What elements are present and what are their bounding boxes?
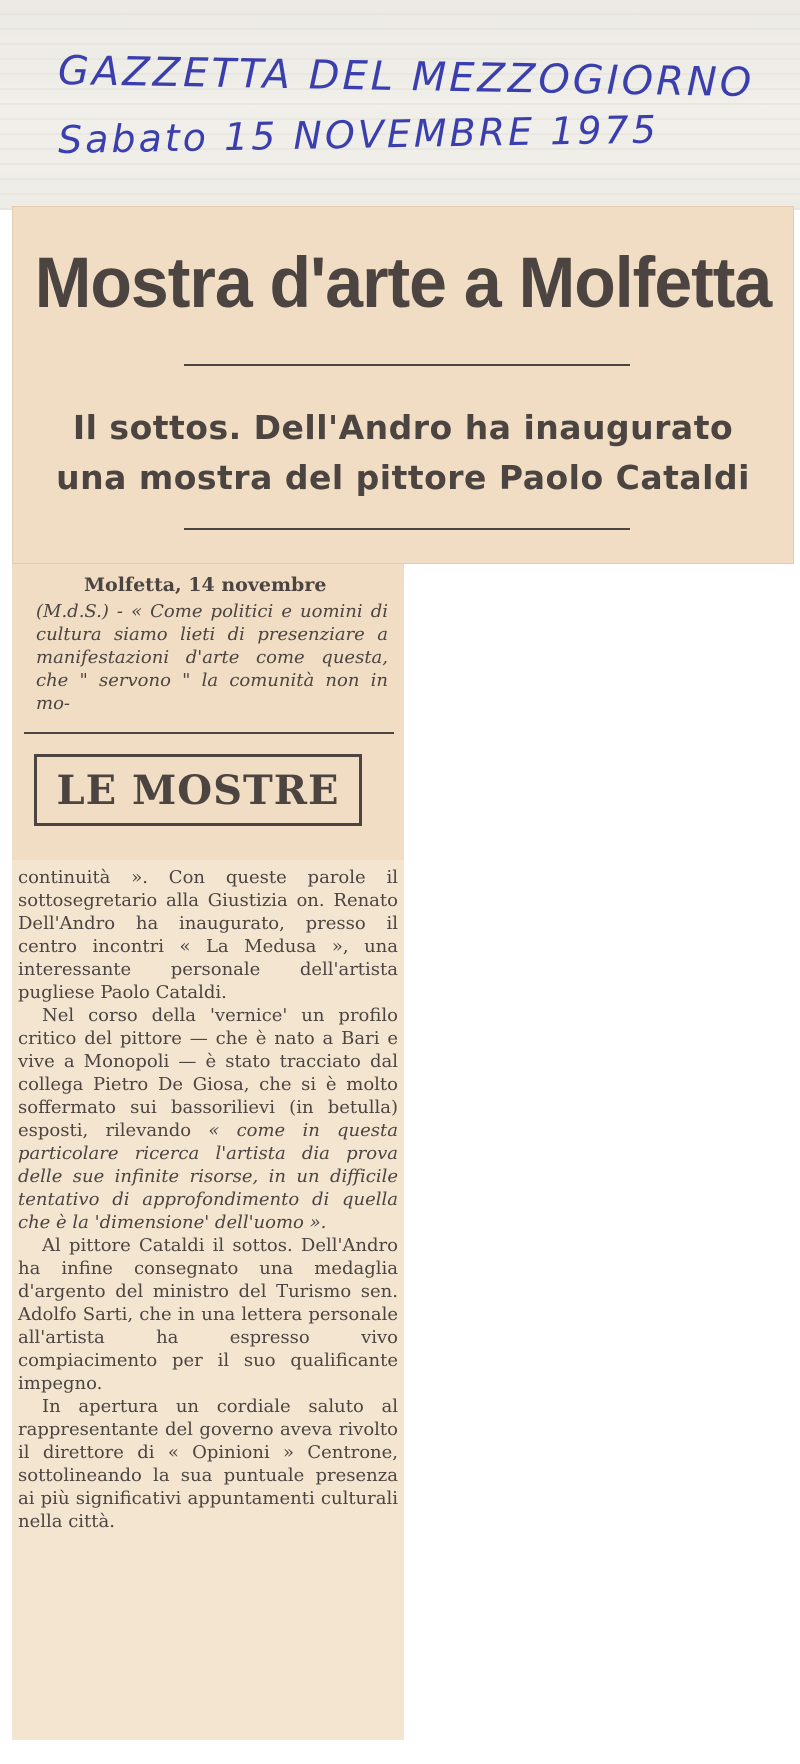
paragraph-2-quote: « come in questa particolare ricerca l'artista dia prova delle sue infinite risorse, in un difficile tentativo di approfondimento di quella che è la 'dimensione' dell'uomo ». xyxy=(18,1120,399,1233)
article-dateline: Molfetta, 14 novembre xyxy=(84,574,327,596)
background-faint-text-lines xyxy=(0,0,800,210)
article-intro: (M.d.S.) - « Come politici e uomini di cultura siamo lieti di presenziare a manifestazioni d'arte come questa, che " servono " la comunità non in mo- xyxy=(36,601,388,714)
handwritten-newspaper-name: GAZZETTA DEL MEZZOGIORNO xyxy=(57,48,755,107)
handwritten-date: Sabato 15 NOVEMBRE 1975 xyxy=(57,107,660,162)
clipping-body-column xyxy=(12,860,404,1740)
clipping-intro xyxy=(12,564,404,864)
article-paragraph-1: continuità ». Con queste parole il sottosegretario alla Giustizia on. Renato Dell'Andro ha inaugurato, presso il centro incontri « La Medusa », una interessante personale dell'artista pugliese Paolo Cataldi. xyxy=(18,867,398,1003)
divider-rule-bottom xyxy=(184,528,630,530)
article-subheadline-line1: Il sottos. Dell'Andro ha inaugurato xyxy=(72,408,734,447)
divider-rule-top xyxy=(184,364,630,366)
article-body xyxy=(18,866,398,1533)
section-box-label: LE MOSTRE xyxy=(56,767,340,814)
article-subheadline-line2: una mostra del pittore Paolo Cataldi xyxy=(56,458,750,497)
article-paragraph-3: Al pittore Cataldi il sottos. Dell'Andro ha infine consegnato una medaglia d'argento del ministro del Turismo sen. Adolfo Sarti, che in una lettera personale all'artista ha espresso vivo compiacimento per il suo qualificante impegno. xyxy=(18,1235,398,1394)
section-separator xyxy=(24,732,394,734)
clipping-header xyxy=(12,206,794,564)
article-paragraph-2 xyxy=(18,1004,398,1234)
section-box xyxy=(34,754,362,826)
article-headline: Mostra d'arte a Molfetta xyxy=(34,243,772,323)
paragraph-2-text: Nel corso della 'vernice' un profilo critico del pittore — che è nato a Bari e vive a Monopoli — è stato tracciato dal collega Pietro De Giosa, che si è molto soffermato sui bassorilievi (in betulla) esposti, rilevando xyxy=(18,1005,398,1141)
article-paragraph-4: In apertura un cordiale saluto al rappresentante del governo aveva rivolto il direttore di « Opinioni » Centrone, sottolineando la sua puntuale presenza ai più significativi appuntamenti culturali nella città. xyxy=(18,1396,398,1532)
